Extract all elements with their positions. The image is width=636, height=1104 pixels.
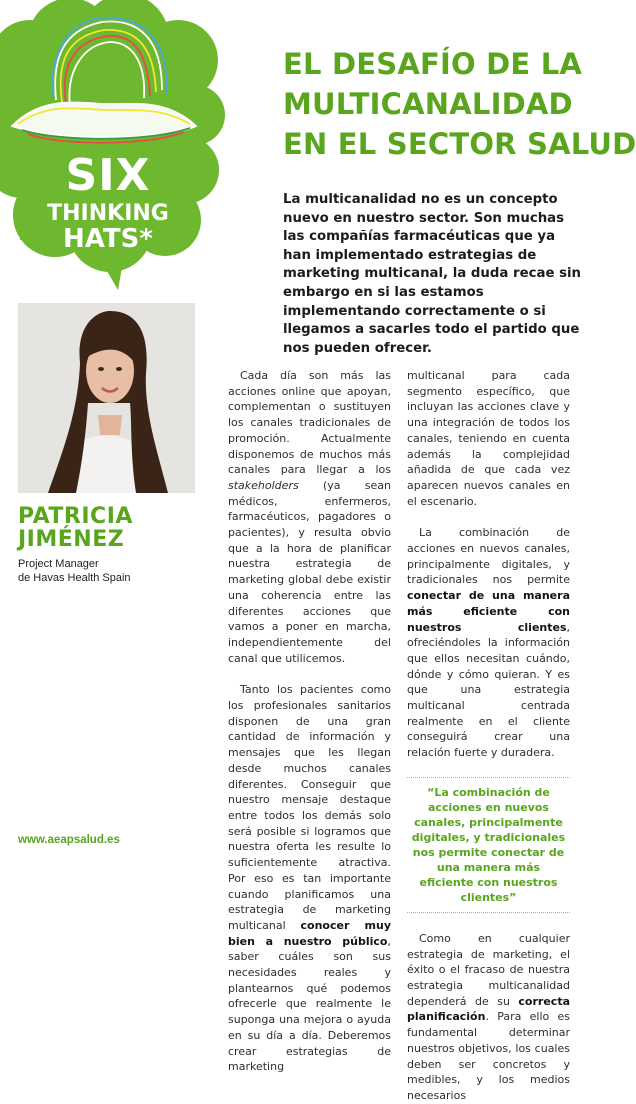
paragraph-text: , saber cuáles son sus necesidades reales y plantearnos qué podemos ofrecerle que realmente le suponga una mejora o ayuda en su día a día. Deberemos crear estrategias de marketing	[228, 934, 391, 1074]
article-paragraph	[407, 525, 570, 761]
article-paragraph: multicanal para cada segmento específico, que incluyan las acciones clave y una integración de todos los canales, teniendo en cuenta además la complejidad añadida de que cada vez aparecen nuevos canales en el escenario.	[407, 369, 570, 508]
footer-website-link[interactable]: www.aeapsalud.es	[18, 834, 120, 846]
author-role	[18, 557, 131, 585]
paragraph-text: , ofreciéndoles la información que ellos necesitan cuándo, dónde y cómo quieran. Y es que una estrategia multicanal centrada realmente en el cliente conseguirá crear una relación fuerte y duradera.	[407, 620, 570, 760]
headline-line-1: EL DESAFÍO DE LA	[283, 47, 583, 81]
headline-line-2: MULTICANALIDAD	[283, 87, 573, 121]
article-paragraph	[228, 368, 391, 666]
article-paragraph	[228, 682, 391, 1075]
paragraph-text: Tanto los pacientes como los profesionales sanitarios disponen de una gran cantidad de información y mensajes que les llegan desde muchos canales diferentes. Conseguir que nuestro mensaje destaque entre todos los demás solo será posible si logramos que nuestra oferta les resulte lo suficientemente atractiva. Por eso es tan importante cuando planificamos una estrategia de marketing multicanal	[228, 683, 391, 932]
author-photo	[18, 303, 195, 493]
article-column-2	[407, 368, 570, 1102]
author-role-line-1: Project Manager	[18, 558, 99, 570]
article-paragraph	[407, 931, 570, 1104]
paragraph-text: . Para ello es fundamental determinar nuestros objetivos, los cuales deben ser concretos y medibles, y los medios necesarios	[407, 1010, 570, 1102]
paragraph-text: La combinación de acciones en nuevos canales, principalmente digitales, y tradicionales nos permite	[407, 526, 570, 587]
paragraph-text: Cada día son más las acciones online que apoyan, complementan o sustituyen los canales tradicionales de promoción. Actualmente disponemos de muchos más canales para llegar a los	[228, 369, 391, 477]
logo-line-hats: HATS*	[63, 224, 153, 254]
article-column-1	[228, 368, 391, 1074]
pull-quote: “La combinación de acciones en nuevos canales, principalmente digitales, y tradicionales nos permite conectar de una manera más eficiente con nuestros clientes”	[407, 777, 570, 913]
author-name	[18, 505, 133, 551]
article-headline	[283, 44, 636, 164]
six-thinking-hats-logo	[0, 0, 215, 290]
highlight-text: conectar de una manera más eficiente con nuestros clientes	[407, 589, 570, 634]
stakeholders-term: stakeholders	[228, 478, 299, 492]
author-first-name: PATRICIA	[18, 504, 133, 529]
logo-line-thinking: THINKING	[47, 201, 169, 226]
headline-line-3: EN EL SECTOR SALUD	[283, 127, 636, 161]
paragraph-text: Como en cualquier estrategia de marketing, el éxito o el fracaso de nuestra estrategia multicanalidad dependerá de su	[407, 931, 570, 1008]
paragraph-text: (ya sean médicos, enfermeros, farmacéuticos, pagadores o pacientes), y resulta obvio que a la hora de planificar nuestra estrategia de marketing global debe existir una coherencia entre las diferentes acciones que vamos a poner en marcha, independientemente del canal que utilicemos.	[228, 478, 391, 665]
logo-line-six: SIX	[65, 150, 151, 201]
highlight-text: correcta planificación	[407, 994, 570, 1024]
author-role-line-2: de Havas Health Spain	[18, 572, 131, 584]
highlight-text: conocer muy bien a nuestro público	[228, 918, 391, 948]
author-last-name: JIMÉNEZ	[18, 527, 125, 552]
article-intro: La multicanalidad no es un concepto nuevo en nuestro sector. Son muchas las compañías farmacéuticas que ya han implementado estrategias de marketing multicanal, la duda recae sin embargo en si las estamos implementando correctamente o si llegamos a sacarles todo el partido que nos pueden ofrecer.	[283, 192, 582, 356]
